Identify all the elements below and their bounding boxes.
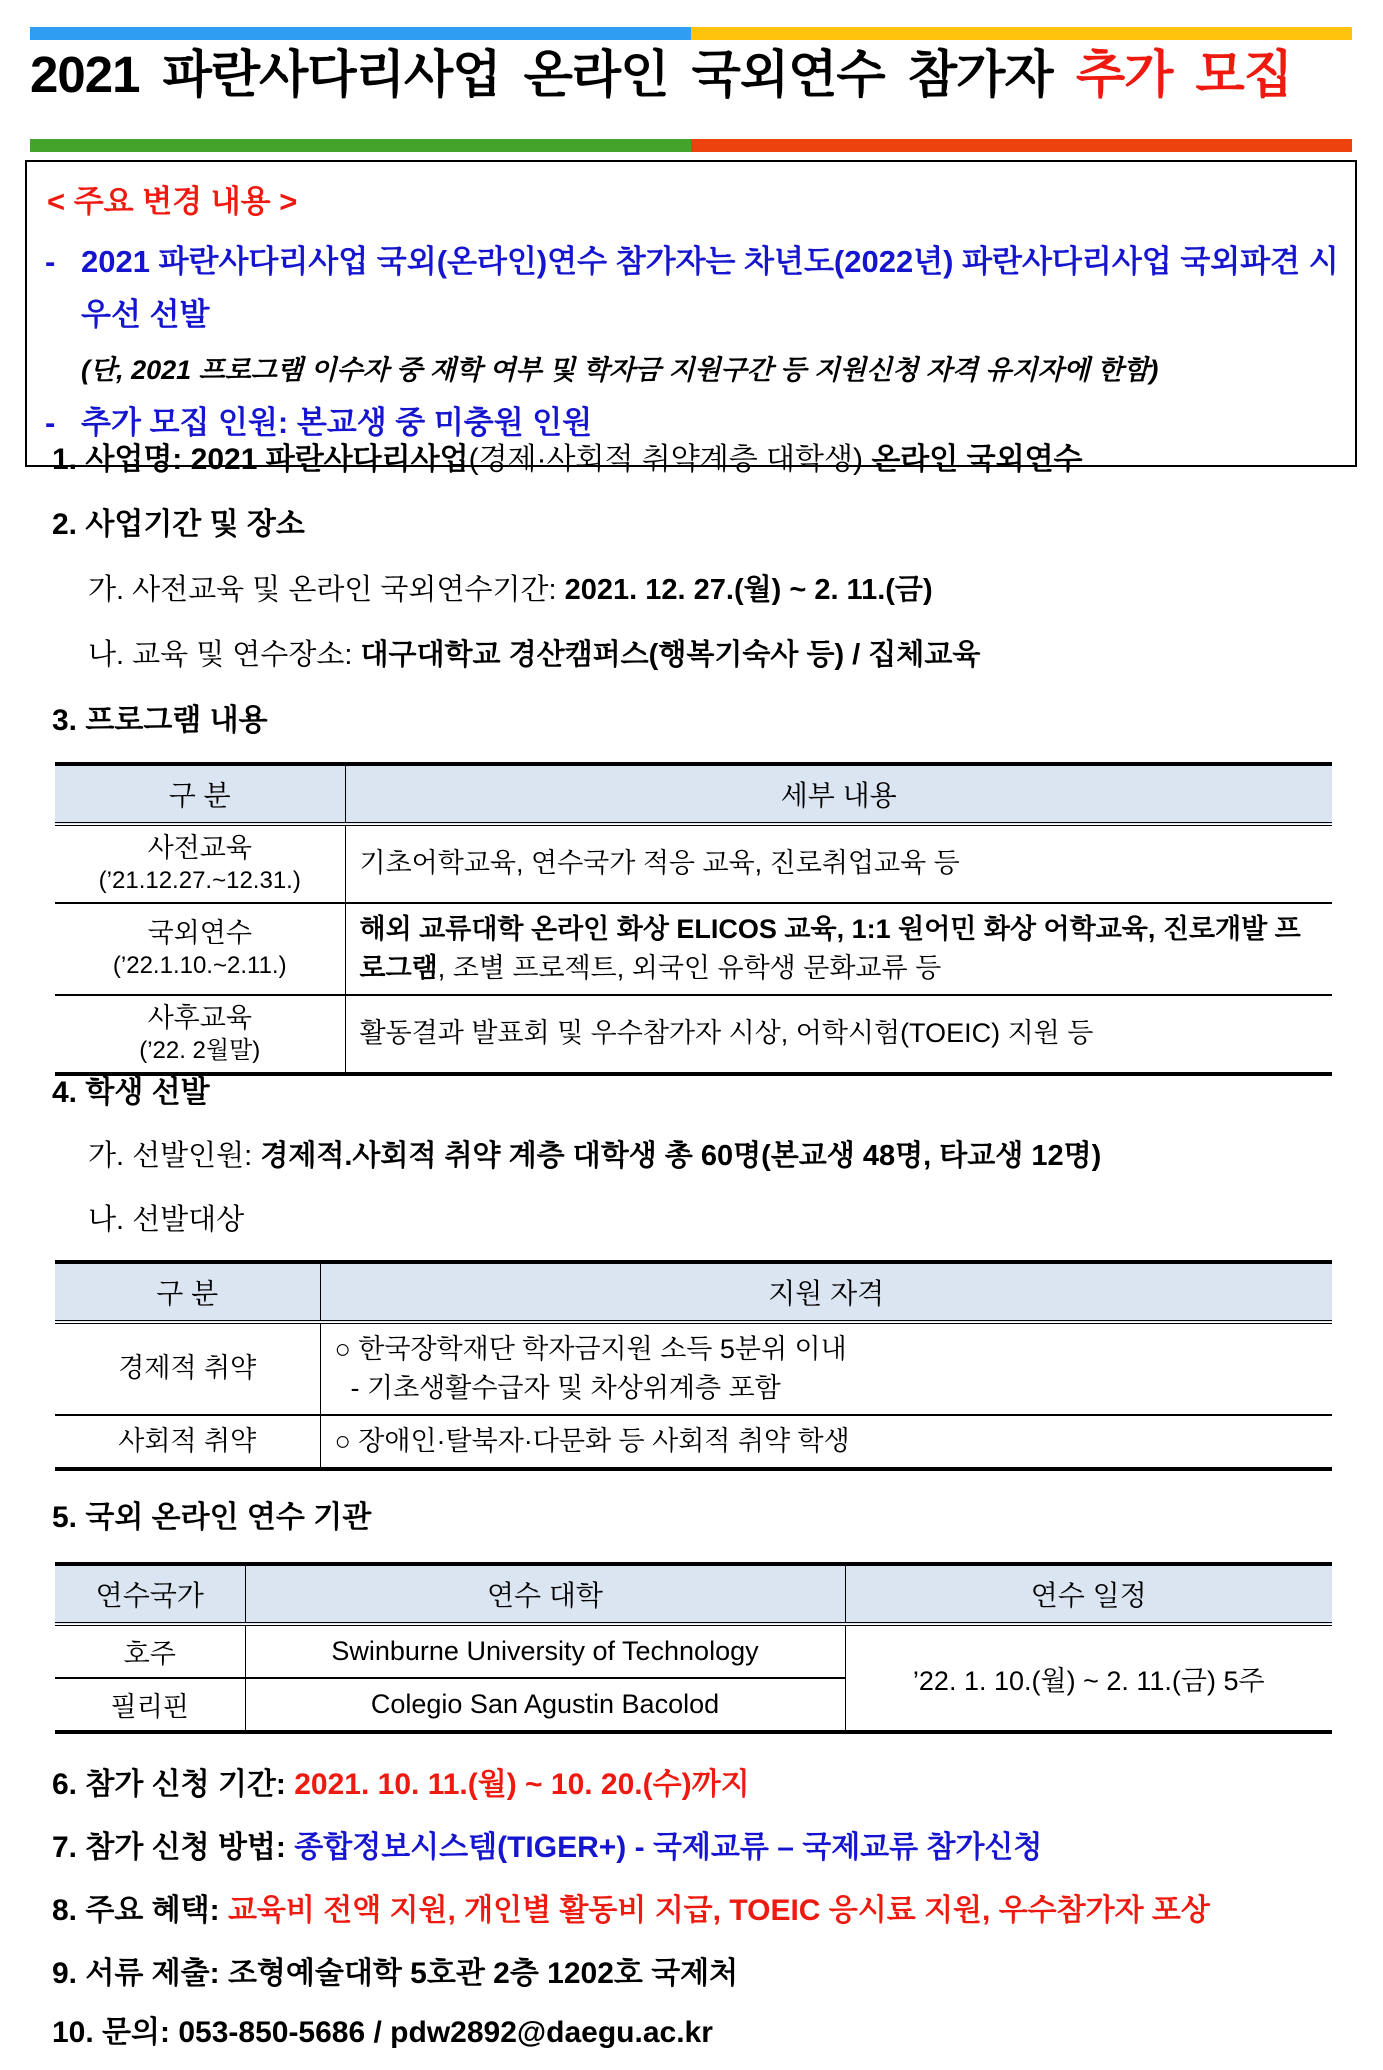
item-a-value: 경제적.사회적 취약 계층 대학생 총 60명(본교생 48명, 타교생 12명) xyxy=(260,1140,1102,1172)
program-row-pre-category xyxy=(55,824,345,903)
section-6-label: 6. 참가 신청 기간: xyxy=(52,1768,286,1801)
section-3-heading: 3. 프로그램 내용 xyxy=(52,704,268,737)
program-row-pre-detail xyxy=(345,824,1332,903)
item-a-label: 가. 선발인원: xyxy=(88,1140,253,1172)
page-title xyxy=(30,44,1352,105)
section-2-heading: 2. 사업기간 및 장소 xyxy=(52,508,305,541)
section-4-heading: 4. 학생 선발 xyxy=(52,1076,210,1109)
qualification-line: ○ 한국장학재단 학자금지원 소득 5분위 이내 xyxy=(334,1334,847,1364)
section-2-item-b xyxy=(88,636,1358,675)
institution-row-philippines-university: Colegio San Agustin Bacolod xyxy=(245,1678,845,1732)
section-6-application-period xyxy=(52,1765,1352,1806)
detail-text-bold: 해외 교류대학 온라인 화상 ELICOS 교육, 1:1 원어민 화상 어학교육, 진로개발 프로그램 xyxy=(359,913,1301,983)
table-row xyxy=(55,903,1332,995)
major-changes-heading: < 주요 변경 내용 > xyxy=(47,184,298,219)
category-name: 사후교육 xyxy=(147,1003,252,1034)
section-10-contact xyxy=(52,2013,1352,2054)
eligibility-header-category: 구 분 xyxy=(55,1262,320,1322)
program-row-overseas-detail xyxy=(345,903,1332,995)
major-changes-box xyxy=(25,160,1357,467)
table-row xyxy=(55,1322,1332,1415)
program-table xyxy=(55,762,1332,1076)
institution-schedule-cell: ’22. 1. 10.(월) ~ 2. 11.(금) 5주 xyxy=(845,1624,1332,1732)
qualification-line: ○ 장애인·탈북자·다문화 등 사회적 취약 학생 xyxy=(334,1426,850,1457)
institution-row-philippines-country: 필리핀 xyxy=(55,1678,245,1732)
mid-accent-bar xyxy=(30,139,1352,152)
section-1-project-name xyxy=(52,440,1352,481)
change-item-priority-selection xyxy=(45,235,1339,342)
item-b-label: 나. 교육 및 연수장소: xyxy=(88,639,353,671)
section-4-item-b: 나. 선발대상 xyxy=(88,1204,245,1236)
item-a-label: 가. 사전교육 및 온라인 국외연수기간: xyxy=(88,574,557,606)
detail-text: , 조별 프로젝트, 외국인 유학생 문화교류 등 xyxy=(437,952,942,983)
eligibility-row-economic-category: 경제적 취약 xyxy=(118,1353,257,1384)
section-9-value: 조형예술대학 5호관 2층 1202호 국제처 xyxy=(227,1957,739,1990)
eligibility-table-header-row xyxy=(55,1262,1332,1322)
section-7-value: 종합정보시스템(TIGER+) - 국제교류 – 국제교류 참가신청 xyxy=(294,1831,1043,1864)
section-4-item-a xyxy=(88,1137,1358,1176)
section-10-label: 10. 문의: xyxy=(52,2016,170,2049)
section-9-document-submission xyxy=(52,1954,1352,1995)
program-row-post-category xyxy=(55,995,345,1074)
change-box-note: (단, 2021 프로그램 이수자 중 재학 여부 및 학자금 지원구간 등 지원신청 자격 유지자에 한함) xyxy=(81,354,1159,385)
section-9-label: 9. 서류 제출: xyxy=(52,1957,220,1990)
item-b-value: 대구대학교 경산캠퍼스(행복기숙사 등) / 집체교육 xyxy=(360,639,981,671)
bullet-dash: - xyxy=(45,405,56,441)
program-row-post-detail xyxy=(345,995,1332,1074)
institution-header-country: 연수국가 xyxy=(55,1564,245,1624)
section-1-type: 온라인 국외연수 xyxy=(871,443,1083,476)
change-item-text: 추가 모집 인원: 본교생 중 미충원 인원 xyxy=(81,405,593,441)
institution-table xyxy=(55,1562,1332,1734)
eligibility-row-social-detail xyxy=(320,1415,1332,1469)
category-name: 사전교육 xyxy=(147,833,252,863)
section-1-label: 1. 사업명: xyxy=(52,443,183,476)
section-8-value: 교육비 전액 지원, 개인별 활동비 지급, TOEIC 응시료 지원, 우수참가자 포상 xyxy=(227,1894,1210,1927)
section-6-value: 2021. 10. 11.(월) ~ 10. 20.(수)까지 xyxy=(294,1768,750,1801)
table-row xyxy=(55,995,1332,1074)
mid-bar-red-segment xyxy=(691,139,1352,152)
section-10-value: 053-850-5686 / pdw2892@daegu.ac.kr xyxy=(178,2016,713,2049)
qualification-subline: - 기초생활수급자 및 차상위계층 포함 xyxy=(350,1373,781,1404)
table-row xyxy=(55,824,1332,903)
change-item-text: 2021 파란사다리사업 국외(온라인)연수 참가자는 차년도(2022년) 파란사다리사업 국외파견 시 우선 선발 xyxy=(81,244,1339,333)
category-date: (’22. 2월말) xyxy=(139,1036,261,1064)
section-5-heading: 5. 국외 온라인 연수 기관 xyxy=(52,1501,372,1534)
section-1-target-note: (경제·사회적 취약계층 대학생) xyxy=(468,443,863,476)
institution-table-header-row xyxy=(55,1564,1332,1624)
program-header-detail: 세부 내용 xyxy=(345,764,1332,824)
category-date: (’22.1.10.~2.11.) xyxy=(112,951,287,979)
eligibility-row-social-category: 사회적 취약 xyxy=(55,1415,320,1469)
top-bar-blue-segment xyxy=(30,27,691,40)
section-7-application-method xyxy=(52,1828,1352,1869)
program-table-header-row xyxy=(55,764,1332,824)
top-bar-yellow-segment xyxy=(691,27,1352,40)
table-row xyxy=(55,1624,1332,1678)
section-8-benefits xyxy=(52,1891,1352,1932)
section-8-label: 8. 주요 혜택: xyxy=(52,1894,220,1927)
institution-row-australia-country: 호주 xyxy=(123,1639,176,1669)
institution-header-university: 연수 대학 xyxy=(245,1564,845,1624)
detail-text: 기초어학교육, 연수국가 적응 교육, 진로취업교육 등 xyxy=(359,848,960,879)
eligibility-header-qualification: 지원 자격 xyxy=(320,1262,1332,1322)
detail-text: 활동결과 발표회 및 우수참가자 시상, 어학시험(TOEIC) 지원 등 xyxy=(359,1018,1094,1049)
institution-header-schedule: 연수 일정 xyxy=(845,1564,1332,1624)
section-7-label: 7. 참가 신청 방법: xyxy=(52,1831,286,1864)
eligibility-row-economic-detail xyxy=(320,1322,1332,1415)
eligibility-table xyxy=(55,1260,1332,1471)
page-title-highlight: 추가 모집 xyxy=(1075,46,1293,103)
institution-row-australia-university: Swinburne University of Technology xyxy=(245,1624,845,1678)
page-title-text: 2021 파란사다리사업 온라인 국외연수 참가자 xyxy=(30,46,1053,103)
table-row xyxy=(55,1415,1332,1469)
section-2-item-a xyxy=(88,571,1358,610)
mid-bar-green-segment xyxy=(30,139,691,152)
program-row-overseas-category xyxy=(55,903,345,995)
item-a-value: 2021. 12. 27.(월) ~ 2. 11.(금) xyxy=(564,574,933,606)
section-1-program: 2021 파란사다리사업 xyxy=(190,443,469,476)
category-name: 국외연수 xyxy=(147,918,252,949)
bullet-dash: - xyxy=(45,244,56,279)
top-accent-bar xyxy=(30,27,1352,40)
category-date: (’21.12.27.~12.31.) xyxy=(98,866,301,894)
program-header-category: 구 분 xyxy=(55,764,345,824)
